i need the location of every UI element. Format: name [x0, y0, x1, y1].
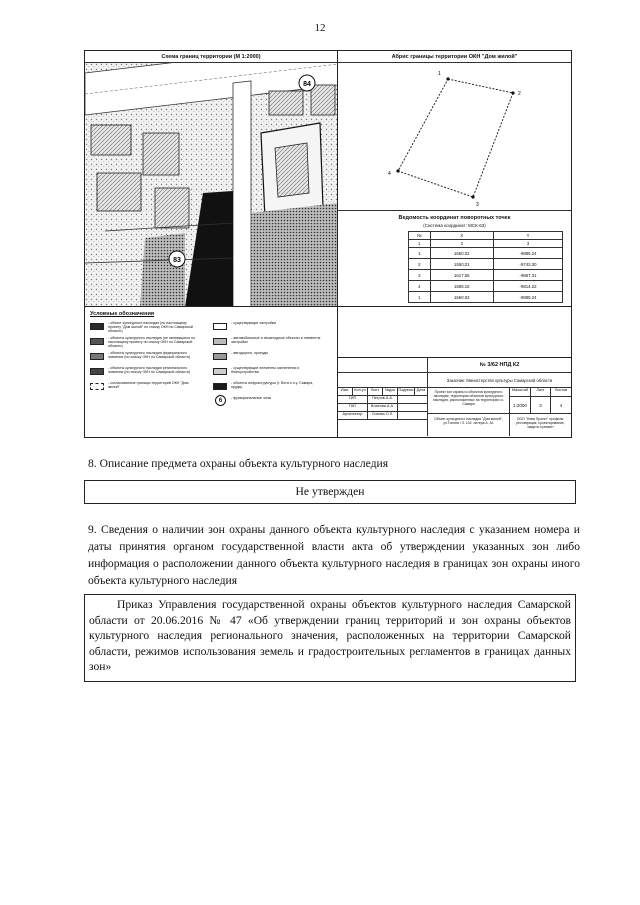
- map-label-83: 83: [173, 257, 181, 264]
- coords-subtitle: (Система координат: МСК-63): [423, 223, 486, 228]
- legend-text: - автомобильные и пешеходные объекты и элементы застройки: [231, 336, 321, 345]
- stamp-organization: ООО "Нова Проект" профиль: реставрация, проектирование, защита и ремонт: [516, 417, 565, 429]
- section-8-value: Не утвержден: [295, 485, 365, 498]
- stamp-blank: [398, 396, 428, 404]
- legend-text: - функциональные зоны: [231, 396, 272, 400]
- legend-text: - объекты инфраструктуры (г. Вега и о.у. Самара, пруды): [231, 381, 314, 390]
- stamp-blank: [398, 404, 428, 412]
- page-number: 12: [314, 22, 326, 34]
- table-cell: X: [430, 232, 493, 240]
- abris-diagram: [338, 63, 571, 211]
- legend-swatch: [90, 368, 104, 375]
- table-cell: 1560.02: [430, 248, 493, 259]
- legend-swatch: [90, 338, 104, 345]
- stamp-stage-header: Листов: [551, 388, 571, 397]
- stamp-col-header: №док: [383, 388, 398, 396]
- table-cell: 1: [409, 240, 431, 248]
- territory-map-panel: [85, 51, 338, 307]
- table-cell: 1: [409, 248, 431, 259]
- legend-text: - объект культурного наследия (по настоящему проекту "Дом жилой" по списку ОКН по Самарской области): [108, 321, 193, 334]
- table-cell: 4: [409, 281, 431, 292]
- section-9-heading: 9. Сведения о наличии зон охраны данного объекта культурного наследия с указанием номера и даты принятия органом государственной власти акта об утверждении указанных зон либо информация о расположении данного объекта культурного наследия в границах зон охраны иного объекта культурного наследия: [88, 523, 580, 587]
- table-cell: 1: [409, 292, 431, 303]
- abris-point-4: 4: [388, 171, 391, 177]
- section-8-heading: 8. Описание предмета охраны объекта культурного наследия: [88, 457, 389, 470]
- title-block: [338, 357, 571, 437]
- stamp-blank: [338, 373, 428, 388]
- stamp-doc-code: № 3/62 НПД К2: [428, 358, 571, 373]
- table-cell: -9742.30: [494, 259, 563, 270]
- stamp-col-header: Лист: [368, 388, 383, 396]
- legend-text: - объекты культурного наследия (не являющиеся по настоящему проекту по списку ОКН по Самарской области): [108, 336, 196, 349]
- stamp-description: Проект зон охраны и объектов культурного наследия, территории объектов культурного наследия, расположенных на территории г.о. Самара: [428, 388, 510, 414]
- stamp-col-header: Дата: [415, 388, 428, 396]
- stamp-stage-header: Масштаб: [510, 388, 531, 397]
- table-cell: -9885.24: [494, 248, 563, 259]
- legend-swatch: [90, 383, 104, 390]
- legend: [85, 307, 338, 437]
- coords-title: Ведомость координат поворотных точек: [398, 215, 511, 221]
- abris-point-1: 1: [438, 71, 441, 77]
- stamp-person: Петров А.А.: [368, 396, 398, 404]
- table-row: [409, 248, 563, 259]
- abris-point-2: 2: [518, 91, 521, 97]
- table-cell: 2: [409, 259, 431, 270]
- stamp-role: ГИП: [338, 396, 368, 404]
- legend-title: Условные обозначения: [90, 311, 155, 317]
- legend-text: - объекты культурного наследия федерального значения (по списку ОКН по Самарской области): [108, 351, 191, 360]
- legend-swatch: [213, 383, 227, 390]
- coords-table: [408, 231, 563, 303]
- table-row: [409, 281, 563, 292]
- legend-swatch: [213, 338, 227, 345]
- territory-map: [85, 63, 338, 307]
- table-row: [409, 259, 563, 270]
- stamp-blank: [338, 420, 428, 436]
- stamp-stage-value: 1:2000: [510, 397, 531, 414]
- abris-title: Абрис границы территории ОКН "Дом жилой": [338, 51, 571, 63]
- stamp-object: Объект культурного наследия "Дом жилой", ул.Тополя / Л. 102, литера А, А1: [428, 414, 510, 436]
- table-cell: 2: [430, 240, 493, 248]
- section-8-box: [84, 480, 576, 504]
- stamp-person: Власова А.А.: [368, 404, 398, 412]
- stamp-blank: [338, 358, 428, 373]
- legend-swatch: [90, 323, 104, 330]
- table-cell: №: [409, 232, 431, 240]
- table-cell: -9867.31: [494, 270, 563, 281]
- section-9-box: [84, 594, 576, 682]
- stamp-stage-value: 3: [531, 397, 551, 414]
- table-row: [409, 270, 563, 281]
- functional-zone-circle: 6: [215, 395, 226, 406]
- legend-text: - существующие застройки: [231, 321, 277, 325]
- table-cell: -9885.24: [494, 292, 563, 303]
- table-cell: 3: [494, 240, 563, 248]
- section-9-value: Приказ Управления государственной охраны объектов культурного наследия Самарской области от 20.06.2016 № 47 «Об утверждении границ территорий и зон охраны объектов культурного наследия регионального значения, расположенных на территории Самарской области, режимов использования земель и градостроительных регламентов в границах данных зон»: [89, 598, 571, 673]
- stamp-customer: Заказчик: Министерство культуры Самарской области: [428, 373, 571, 388]
- abris-panel: [338, 51, 571, 211]
- drawing-sheet: [84, 50, 572, 438]
- stamp-stage-value: 4: [551, 397, 571, 414]
- table-row: [409, 232, 563, 240]
- stamp-col-header: Изм.: [338, 388, 353, 396]
- map-label-84: 84: [303, 81, 311, 88]
- legend-text: - существующие элементы озеленения и благоустройства: [231, 366, 300, 375]
- legend-swatch: [213, 353, 227, 360]
- table-cell: 1560.02: [430, 292, 493, 303]
- stamp-role: Архитектор: [338, 412, 368, 420]
- legend-swatch: [213, 323, 227, 330]
- stamp-stage-header: Лист: [531, 388, 551, 397]
- table-cell: -9814.22: [494, 281, 563, 292]
- coordinates-block: [338, 211, 571, 307]
- legend-text: - согласованные границы территорий ОКН "Дом жилой": [108, 381, 189, 390]
- legend-swatch: [90, 353, 104, 360]
- table-row: [409, 240, 563, 248]
- map-title: Схема границ территории (М 1:2000): [85, 51, 337, 63]
- stamp-person: Сизова О.Л.: [368, 412, 398, 420]
- legend-swatch: [213, 368, 227, 375]
- table-cell: 3: [409, 270, 431, 281]
- stamp-col-header: Кол.уч: [353, 388, 368, 396]
- legend-text: - объекты культурного наследия регионального значения (по списку ОКН по Самарской области): [108, 366, 191, 375]
- abris-point-3: 3: [476, 202, 479, 208]
- table-cell: 1550.01: [430, 259, 493, 270]
- legend-text: - автодороги, проезды: [231, 351, 269, 355]
- table-cell: 1617.55: [430, 270, 493, 281]
- stamp-col-header: Подпись: [398, 388, 415, 396]
- table-cell: Y: [494, 232, 563, 240]
- stamp-blank: [398, 412, 428, 420]
- table-cell: 1585.15: [430, 281, 493, 292]
- table-row: [409, 292, 563, 303]
- stamp-role: ГАП: [338, 404, 368, 412]
